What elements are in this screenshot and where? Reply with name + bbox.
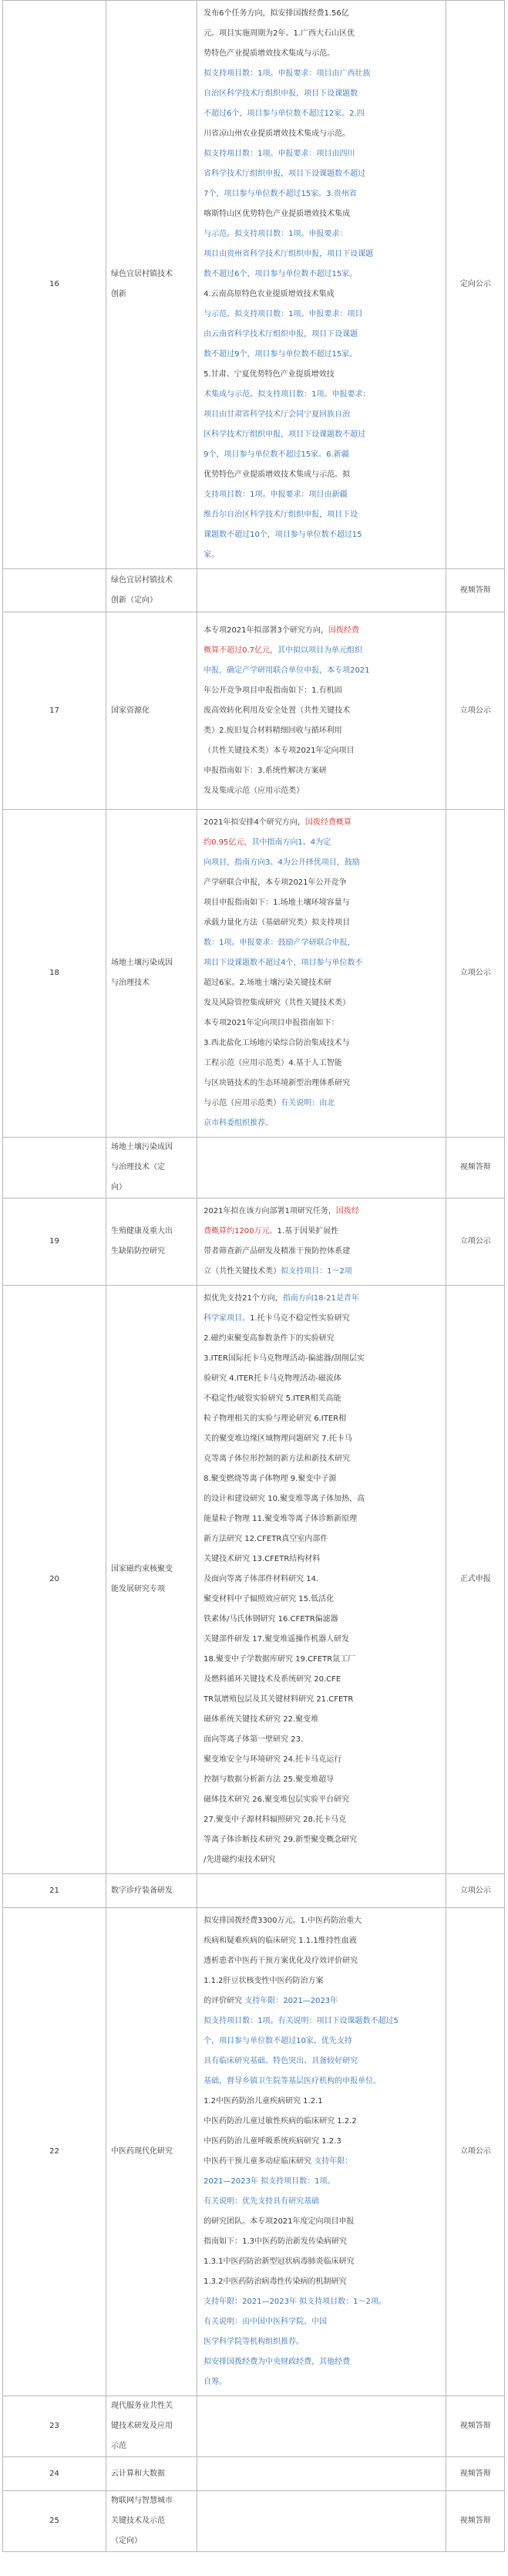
content-line: 疾病和疑难疾病的临床研究 1.1.1维持性血液	[204, 1937, 357, 1945]
content-line: 超过6家。2.场地土壤污染关键技术研	[204, 979, 331, 987]
content-line: 具有临床研究基础、特色突出、具备较好研究	[204, 2057, 358, 2065]
content-line: 拟安排国拨经费3300万元。1.中医药防治重大	[204, 1917, 362, 1925]
content-segment: 国拨经费	[328, 625, 359, 635]
content-line: 及面向等离子体部件材料研究 14.	[204, 1575, 319, 1583]
content-line: 优势特色产业提质增效技术集成与示范。拟	[204, 470, 351, 479]
content-line: 面向等离子体第一壁研究 23.	[204, 1735, 304, 1744]
content-line	[204, 1222, 439, 1242]
direction-line: 现代服务业共性关	[111, 2402, 173, 2410]
content-line: 申报指南如下：3.系统性解决方案研	[204, 766, 327, 775]
row-number: 18	[3, 810, 106, 1138]
status-cell: 视频答辩	[446, 569, 505, 612]
content-segment: 国拨经	[335, 1207, 359, 1216]
content-line: 不稳定性/破裂实验研究 5.ITER相关高能	[204, 1394, 341, 1403]
project-content	[197, 1199, 446, 1286]
content-line: 验研究 4.ITER托卡马克物理活动-磁流体	[204, 1374, 341, 1383]
table-row	[3, 2491, 505, 2552]
content-line: 的研究团队。本专项2021年度定向项目申报	[204, 2217, 355, 2226]
row-number: 21	[3, 1874, 106, 1908]
content-line: 拟支持项目数：1项。有关说明：项目下设课题数不超过5	[204, 2017, 399, 2025]
research-direction	[106, 810, 197, 1138]
status-cell: 立项公示	[446, 1199, 505, 1286]
content-line: 废高效转化利用及安全处置（共性关键技术	[204, 706, 351, 715]
row-number	[3, 569, 106, 612]
content-line: 类）2.废旧复合材料精细回收与循环利用	[204, 726, 342, 735]
content-line	[204, 1202, 439, 1222]
content-segment: 指南方向18-21是青年	[282, 1294, 359, 1303]
content-line: 向项目，指南方向3、4为公开择优项目，鼓励	[204, 858, 360, 867]
content-line: 自筹。	[204, 2378, 227, 2386]
table-row	[3, 1138, 505, 1199]
direction-line: 与治理技术（定	[111, 1163, 166, 1172]
research-direction	[106, 1286, 197, 1874]
project-content	[197, 1, 446, 569]
content-line: 及燃料循环关键技术及系统研究 20.CFE	[204, 1675, 341, 1684]
content-line: 省科学技术厅组织申报，项目下设课题数不超过	[204, 170, 366, 178]
content-segment: 1.托卡马克不稳定性实验研究	[250, 1314, 350, 1323]
status-cell: 立项公示	[446, 1908, 505, 2396]
project-content	[197, 1138, 446, 1199]
content-segment: 中医药干预儿童多动症临床研究	[204, 2157, 315, 2166]
project-content	[197, 1286, 446, 1874]
row-number: 23	[3, 2396, 106, 2457]
direction-line: 绿色宜居村镇技术	[111, 270, 173, 278]
row-number: 16	[3, 1, 106, 569]
content-line: TR氚增殖包层及其关键材料研究 21.CFETR	[204, 1695, 354, 1704]
table-row	[3, 1286, 505, 1874]
content-line	[204, 1309, 439, 1329]
project-content	[197, 569, 446, 612]
content-segment: 本专项2021年拟部署3个研究方向，	[204, 625, 328, 635]
content-line: 聚变堆安全与环境研究 24.托卡马克运行	[204, 1755, 342, 1764]
content-line: 京市科委组织推荐。	[204, 1119, 274, 1128]
content-line: 个，项目参与单位数不超过10家。优先支持	[204, 2037, 352, 2045]
content-line: 2021—2023年 拟支持项目数：1项。	[204, 2177, 335, 2186]
content-line: 拟支持项目数：1项。申报要求：项目由四川	[204, 150, 355, 158]
content-line: 透析患者中医药干预方案优化及疗效评价研究	[204, 1957, 358, 1965]
content-line: 数不超过9个，项目参与单位数不超过15家。	[204, 350, 358, 359]
content-line: 的设计和建设研究 10.聚变堆等离子体加热，高	[204, 1495, 365, 1503]
content-line: 关键部件研发 17.聚变堆遥操作机器人研发	[204, 1635, 350, 1644]
status-cell: 立项公示	[446, 1874, 505, 1908]
content-segment: 国拨经费概算	[304, 818, 352, 827]
row-number: 17	[3, 612, 106, 810]
status-cell: 立项公示	[446, 810, 505, 1138]
direction-line: 场地土壤污染成因	[111, 959, 173, 967]
content-line: 有关说明：优先支持具有研究基础	[204, 2197, 320, 2206]
content-line: 4.云南高原特色农业提质增效技术集成	[204, 290, 335, 298]
content-line: 发及集成示范（应用示范类）	[204, 786, 304, 795]
content-segment: 支持年限：	[314, 2157, 353, 2166]
content-line: 自治区科学技术厅组织申报，项目下设课题数	[204, 89, 358, 98]
direction-line: 示范	[111, 2442, 127, 2450]
table-row	[3, 1199, 505, 1286]
status-cell: 视频答辩	[446, 2396, 505, 2457]
content-segment: 其中指南方向1、4为定	[251, 838, 331, 847]
content-line: （共性关键技术类）本专项2021年定向项目	[204, 746, 355, 755]
content-segment: 与示范（应用示范类）	[204, 1099, 281, 1108]
content-segment: 支持年限：2021—2023年	[244, 1997, 338, 2005]
project-content	[197, 2396, 446, 2457]
content-line: 本专项2021年定向项目申报指南如下：	[204, 1019, 339, 1027]
content-line: 工程示范（应用示范类）4.基于人工智能	[204, 1059, 342, 1067]
content-line: 喀斯特山区优势特色产业提质增效技术集成	[204, 210, 351, 218]
content-line: 2.磁约束聚变高参数条件下的实验研究	[204, 1334, 335, 1343]
content-line: 铁素体/马氏体钢研究 16.CFETR偏滤器	[204, 1615, 338, 1623]
row-number: 19	[3, 1199, 106, 1286]
status-cell: 视频答辩	[446, 2491, 505, 2552]
research-direction	[106, 1874, 197, 1908]
project-content	[197, 1874, 446, 1908]
content-line: 拟支持项目数：1项。申报要求：项目由广西壮族	[204, 69, 371, 78]
content-line: 势特色产业提质增效技术集成与示范。	[204, 49, 335, 58]
research-direction	[106, 1908, 197, 2396]
status-cell: 立项公示	[446, 612, 505, 810]
content-line: 项目由甘肃省科学技术厅会同宁夏回族自治	[204, 410, 351, 419]
content-line: 聚变材料中子辐照效应研究 15.低活化	[204, 1595, 335, 1603]
direction-line: 场地土壤污染成因	[111, 1143, 173, 1151]
content-line: 数：1项。申报要求：鼓励产学研联合申报，	[204, 939, 355, 947]
project-content	[197, 2491, 446, 2552]
content-line: 医学科学院等机构组织推荐。	[204, 2338, 304, 2346]
content-segment: 科学家项目。	[204, 1314, 251, 1323]
content-segment: 有关说明：由北	[281, 1099, 335, 1108]
content-line: 磁体系统关键技术研究 22.聚变堆	[204, 1715, 319, 1724]
content-line: 中医药防治儿童过敏性疾病的临床研究 1.2.2	[204, 2117, 357, 2126]
research-direction	[106, 1199, 197, 1286]
row-number: 24	[3, 2457, 106, 2491]
table-row	[3, 1874, 505, 1908]
content-line: 27.聚变中子源材料辐照研究 28.托卡马克	[204, 1816, 347, 1824]
direction-line: 数字诊疗装备研发	[111, 1886, 173, 1895]
direction-line: 创新（定向）	[111, 595, 158, 605]
content-line: 区科学技术厅组织申报，项目下设课题数不超过	[204, 430, 366, 439]
content-line: 指南如下：1.3中医药防治新发传染病研究	[204, 2237, 347, 2246]
content-line: 支持项目数：1项。申报要求：项目由新疆	[204, 491, 348, 499]
row-number: 20	[3, 1286, 106, 1874]
content-line: 川省凉山州农业提质增效技术集成与示范。	[204, 130, 351, 138]
status-cell: 正式申报	[446, 1286, 505, 1874]
status-cell: 定向公示	[446, 1, 505, 569]
direction-line: 向）	[111, 1183, 127, 1192]
project-content	[197, 2457, 446, 2491]
direction-line: 物联网与智慧城市	[111, 2497, 173, 2505]
content-segment: 其中拟以项目为单元组织	[277, 646, 362, 655]
table-row	[3, 612, 505, 810]
content-line: 申报，确定产学研用联合单位申报，本专项2021	[204, 666, 370, 675]
content-line	[204, 1991, 439, 2011]
project-table	[2, 0, 505, 2552]
content-line: 产学研联合申报，本专项2021年公开竞争	[204, 878, 347, 887]
research-direction	[106, 1138, 197, 1199]
content-line: 有关说明：由中国中医科学院、中国	[204, 2318, 328, 2326]
content-line: 发布6个任务方向，拟安排国拨经费1.56亿	[204, 9, 349, 18]
content-line: 发及风险管控集成研究（共性关键技术类）	[204, 999, 351, 1007]
content-line	[204, 833, 439, 853]
project-content	[197, 612, 446, 810]
direction-line: （定向）	[111, 2537, 143, 2545]
content-line: 磁体技术研究 26.聚变堆包层实验平台研究	[204, 1795, 350, 1804]
direction-line: 能发展研究专项	[111, 1585, 166, 1593]
content-segment: 拟优先支持21个方向，	[204, 1294, 283, 1303]
content-line: 5.甘肃、宁夏优势特色产业提质增效技	[204, 370, 335, 379]
row-number: 25	[3, 2491, 106, 2552]
content-line: 1.3.1中医药防治新型冠状病毒肺炎临床研究	[204, 2257, 355, 2266]
content-line: 支持年限：2021—2023年 拟支持项目数：1～2项。	[204, 2298, 386, 2306]
content-line: 3.ITER国际托卡马克物理活动-偏滤器/刮削层实	[204, 1354, 365, 1363]
direction-line: 生殖健康及重大出	[111, 1227, 173, 1236]
content-line: 带者筛查新产品研发及精准干预防控体系建	[204, 1247, 351, 1256]
table-row	[3, 2457, 505, 2491]
content-line: 新方法研究 12.CFETR真空室内部件	[204, 1535, 328, 1543]
content-line: 9个，项目参与单位数不超过15家。6.新疆	[204, 450, 349, 459]
table-row	[3, 1, 505, 569]
content-line: 粒子物理相关的实验与理论研究 6.ITER相	[204, 1414, 347, 1423]
research-direction	[106, 2396, 197, 2457]
content-line: /先进磁约束技术研究	[204, 1856, 276, 1864]
table-row	[3, 2396, 505, 2457]
content-line	[204, 1262, 439, 1282]
research-direction	[106, 569, 197, 612]
table-row	[3, 1908, 505, 2396]
content-line: 控制与数据分析新方法 25.聚变堆超导	[204, 1775, 335, 1784]
direction-line: 创新	[111, 290, 127, 298]
direction-line: 与治理技术	[111, 979, 150, 987]
content-segment: 约0.95亿元，	[204, 838, 252, 847]
content-line	[204, 1094, 439, 1114]
research-direction	[106, 2491, 197, 2552]
content-line: 拟安排国拨经费为中央财政经费，其他经费	[204, 2358, 351, 2366]
content-segment: 概算不超过0.7亿元，	[204, 646, 278, 655]
content-line	[204, 621, 439, 641]
content-line: 18.聚变中子学数据库研究 19.CFETR氚工厂	[204, 1655, 356, 1664]
content-line: 维吾尔自治区科学技术厅组织申报，项目下设	[204, 511, 358, 519]
content-line: 项目申报指南如下：1.场地土壤环境容量与	[204, 899, 350, 907]
content-segment: 1.基于因果扩展性	[277, 1227, 339, 1236]
content-line: 数不超过6个，项目参与单位数不超过15家。	[204, 270, 358, 278]
content-line: 等离子体诊断技术研究 29.新型聚变概念研究	[204, 1836, 358, 1844]
research-direction	[106, 612, 197, 810]
direction-line: 国家磁约束核聚变	[111, 1565, 173, 1573]
research-direction	[106, 1, 197, 569]
direction-line: 绿色宜居村镇技术	[111, 575, 173, 585]
content-line: 术集成与示范。拟支持项目数：1项。申报要求：	[204, 390, 371, 399]
content-line: 3.西北盐化工场地污染综合防治集成技术与	[204, 1039, 350, 1047]
content-line: 8.聚变燃烧等离子体物理 9.聚变中子源	[204, 1475, 337, 1483]
row-number: 22	[3, 1908, 106, 2396]
content-segment: 拟支持项目：1～2项	[281, 1267, 352, 1276]
content-line: 能量粒子物理 11.聚变堆等离子体诊断新原理	[204, 1515, 358, 1523]
research-direction	[106, 2457, 197, 2491]
content-line: 1.1.2肝豆状核变性中医药防治方案	[204, 1977, 324, 1985]
content-line: 承载力量化方法（基础研究类）拟支持项目	[204, 919, 351, 927]
content-segment: 费概算约1200万元。	[204, 1227, 278, 1236]
table-row	[3, 810, 505, 1138]
content-line: 与示范。拟支持项目数：1项。申报要求：项目	[204, 310, 363, 319]
content-line: 项目下设课题数不超过4个，项目参与单位数不	[204, 959, 363, 967]
direction-line: 国家资源化	[111, 706, 150, 715]
content-line: 与区块链技术的生态环境新型治理体系研究	[204, 1079, 351, 1087]
content-segment: 2021年拟安排4个研究方向，	[204, 818, 305, 827]
status-cell: 视频答辩	[446, 2457, 505, 2491]
row-number	[3, 1138, 106, 1199]
project-content	[197, 1908, 446, 2396]
content-line: 1.2中医药防治儿童疾病研究 1.2.1	[204, 2097, 323, 2106]
direction-line: 中医药现代化研究	[111, 2147, 173, 2156]
content-line: 基础，督导乡镇卫生院等基层医疗机构的申报单位。	[204, 2077, 382, 2085]
content-line: 中医药防治儿童呼吸系统疾病研究 1.2.3	[204, 2137, 341, 2146]
direction-line: 云计算和大数据	[111, 2469, 166, 2478]
content-line: 关的聚变堆边缘区域物理问题研究 7.托卡马	[204, 1435, 352, 1443]
direction-line: 关键技术及示范	[111, 2517, 166, 2525]
content-line: 与示范。拟支持项目数：1项。申报要求：	[204, 230, 348, 238]
content-line: 家。	[204, 551, 220, 559]
content-line: 年公开竞争项目申报指南如下：1.有机固	[204, 686, 342, 695]
direction-line: 键技术研发及应用	[111, 2422, 173, 2430]
content-segment: 2021年拟在该方向部署1项研究任务，	[204, 1207, 336, 1216]
content-line: 1.3.2中医药防治病毒性传染病的机制研究	[204, 2278, 347, 2286]
content-line: 关键技术研究 13.CFETR结构材料	[204, 1555, 321, 1563]
project-content	[197, 810, 446, 1138]
content-line: 课题数不超过10个，项目参与单位数不超过15	[204, 531, 362, 539]
content-segment: 的评价研究	[204, 1997, 245, 2005]
content-line	[204, 813, 439, 833]
content-line: 7个，项目参与单位数不超过15家。3.贵州省	[204, 190, 357, 198]
direction-line: 生缺陷防控研究	[111, 1247, 166, 1256]
content-line	[204, 2152, 439, 2172]
content-segment: 立（共性关键技术类）	[204, 1267, 281, 1276]
table-row	[3, 569, 505, 612]
content-line: 元。项目实施周期为2年。1.广西大石山区优	[204, 29, 355, 38]
content-line: 由云南省科学技术厅组织申报，项目下设课题	[204, 330, 358, 339]
status-cell: 视频答辩	[446, 1138, 505, 1199]
content-line	[204, 1289, 439, 1309]
content-line	[204, 641, 439, 661]
content-line: 不超过6个，项目参与单位数不超过12家。2.四	[204, 110, 365, 118]
content-line: 项目由贵州省科学技术厅组织申报，项目下设课题	[204, 250, 374, 258]
content-line: 克等离子体位形控制的新方法和新技术研究	[204, 1455, 351, 1463]
